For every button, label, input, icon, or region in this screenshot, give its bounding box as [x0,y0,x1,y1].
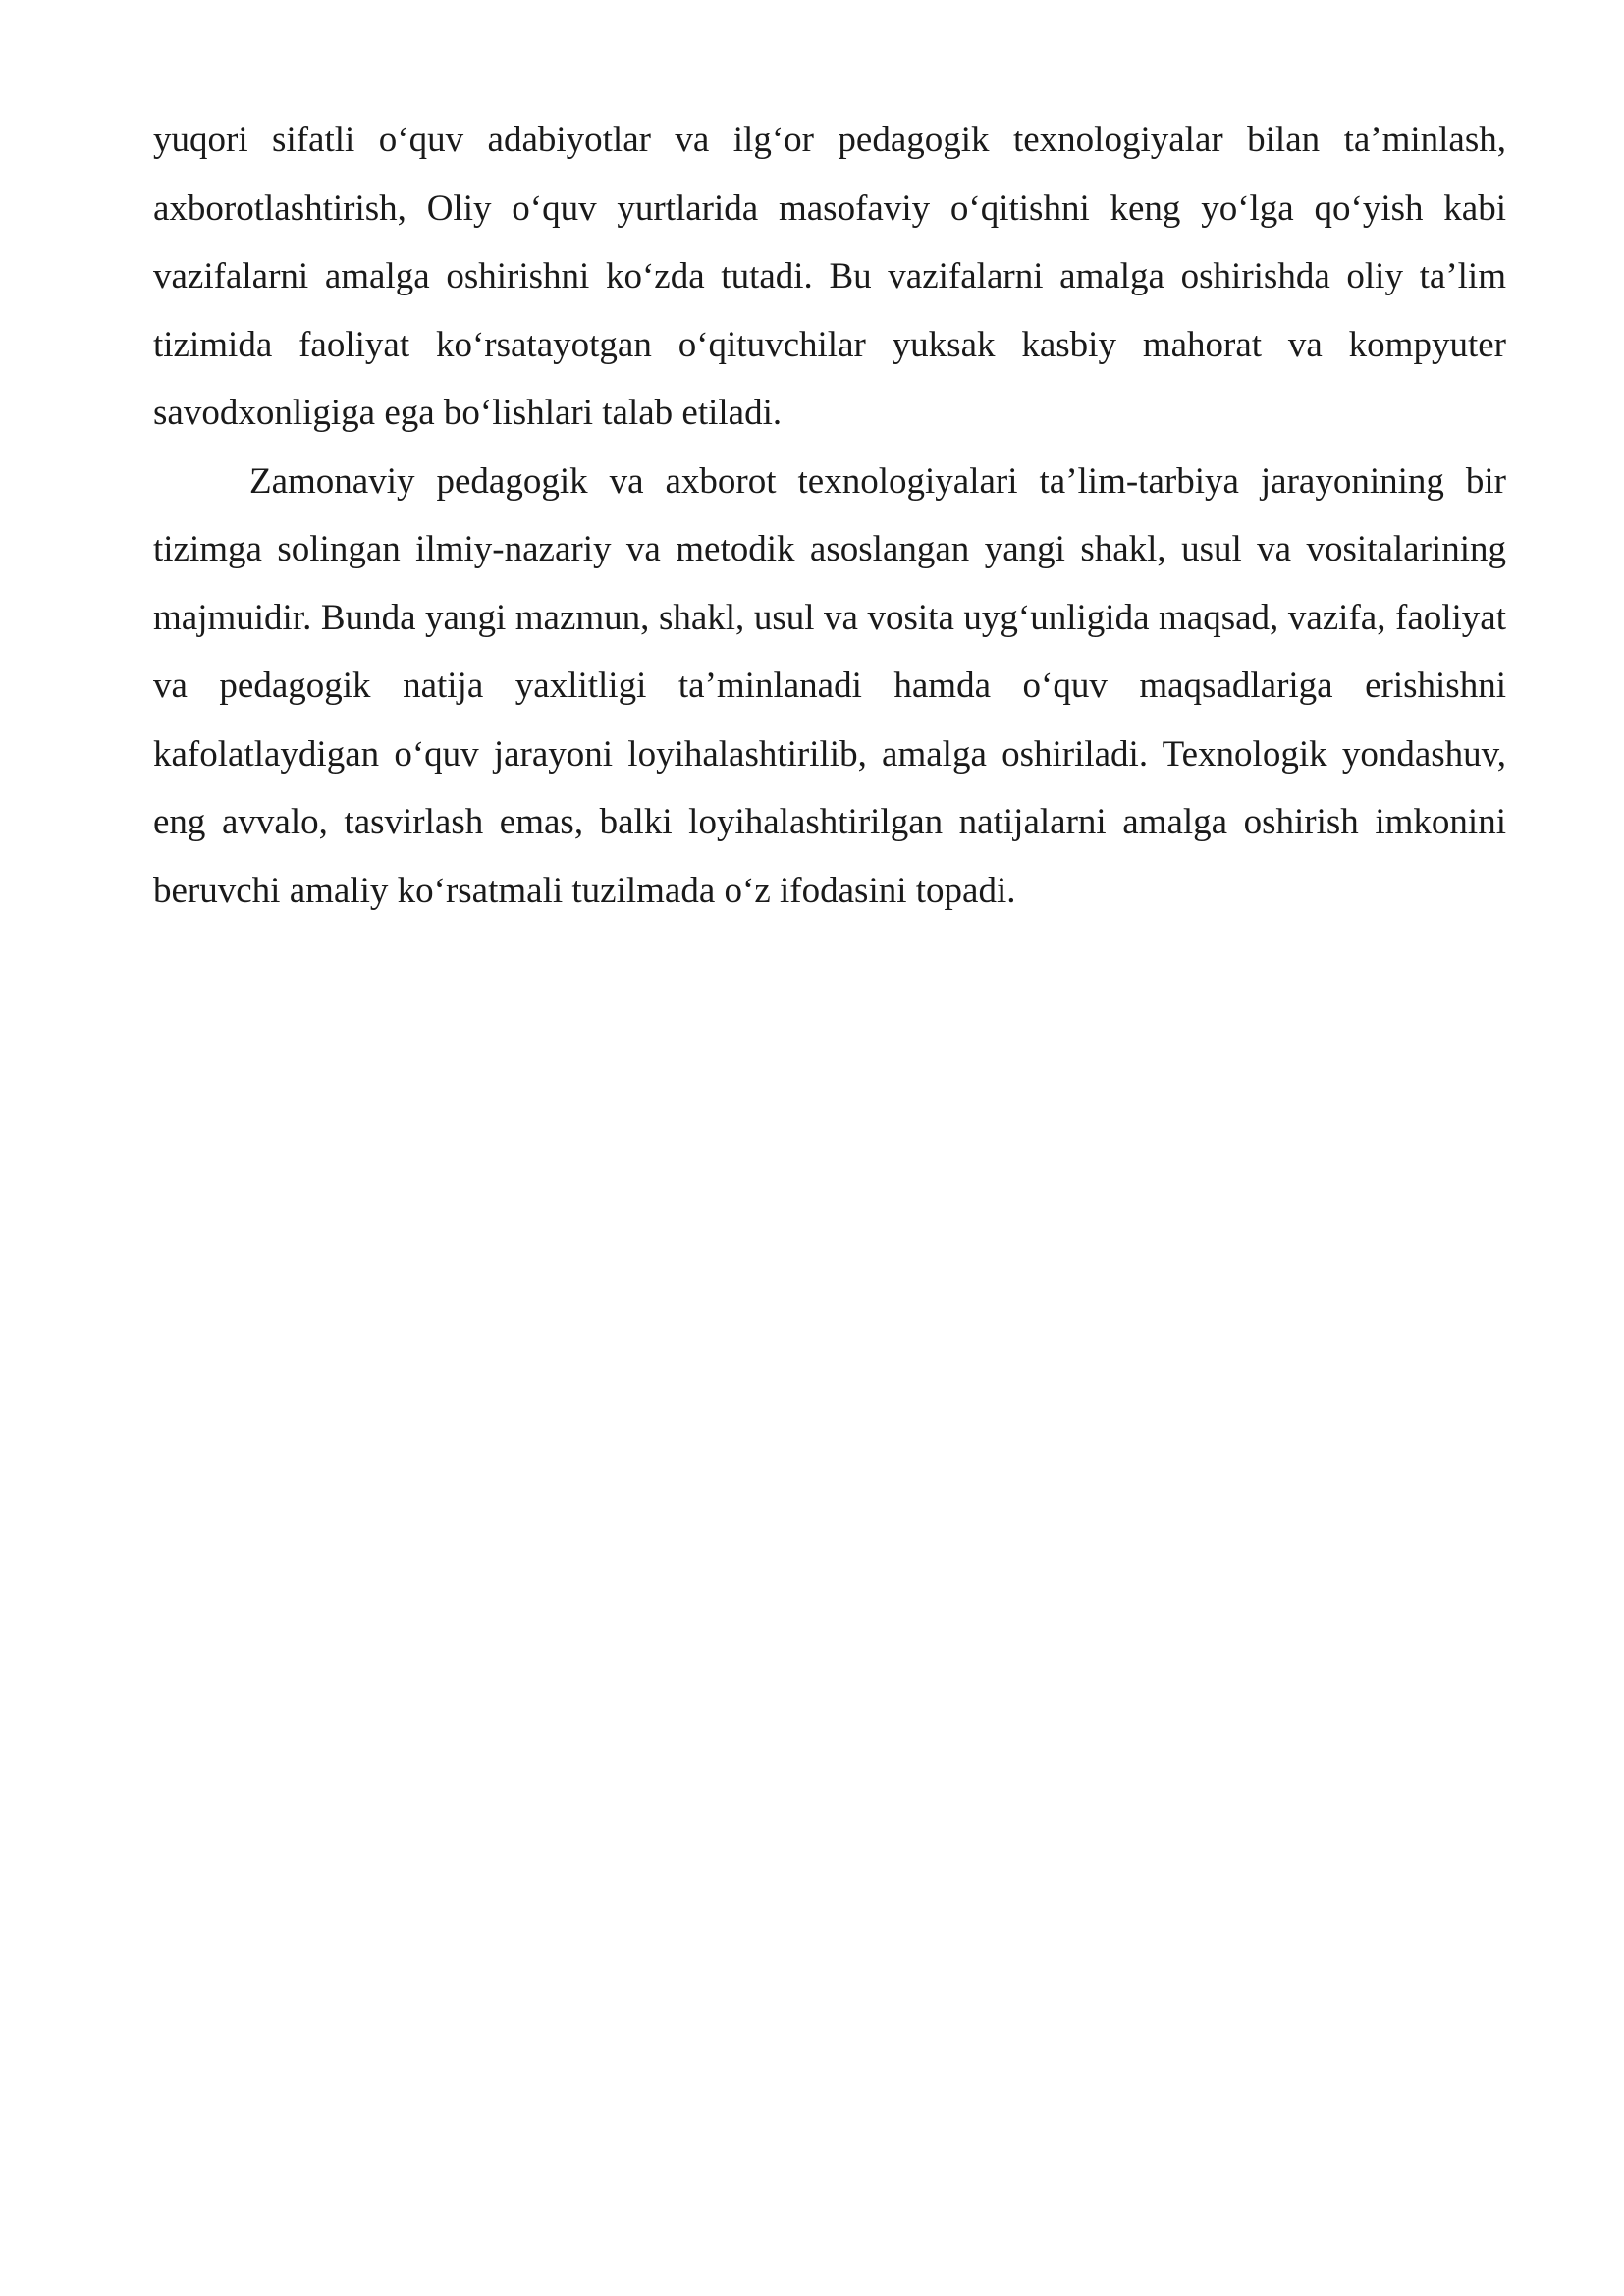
body-text [153,106,1506,925]
paragraph-technologies: Zamonaviy pedagogik va axborot texnologiyalari ta’lim-tarbiya jarayonining bir tizimga solingan ilmiy-nazariy va metodik asoslangan yangi shakl, usul va vositalarining majmuidir. Bunda yangi mazmun, shakl, usul va vosita uyg‘unligida maqsad, vazifa, faoliyat va pedagogik natija yaxlitligi ta’minlanadi hamda o‘quv maqsadlariga erishishni kafolatlaydigan o‘quv jarayoni loyihalashtirilib, amalga oshiriladi. Texnologik yondashuv, eng avvalo, tasvirlash emas, balki loyihalashtirilgan natijalarni amalga oshirish imkonini beruvchi amaliy ko‘rsatmali tuzilmada o‘z ifodasini topadi. [153,460,1506,911]
paragraph-continuation: yuqori sifatli o‘quv adabiyotlar va ilg‘or pedagogik texnologiyalar bilan ta’minlash, axborotlashtirish, Oliy o‘quv yurtlarida masofaviy o‘qitishni keng yo‘lga qo‘yish kabi vazifalarni amalga oshirishni ko‘zda tutadi. Bu vazifalarni amalga oshirishda oliy ta’lim tizimida faoliyat ko‘rsatayotgan o‘qituvchilar yuksak kasbiy mahorat va kompyuter savodxonligiga ega bo‘lishlari talab etiladi. [153,120,1506,433]
